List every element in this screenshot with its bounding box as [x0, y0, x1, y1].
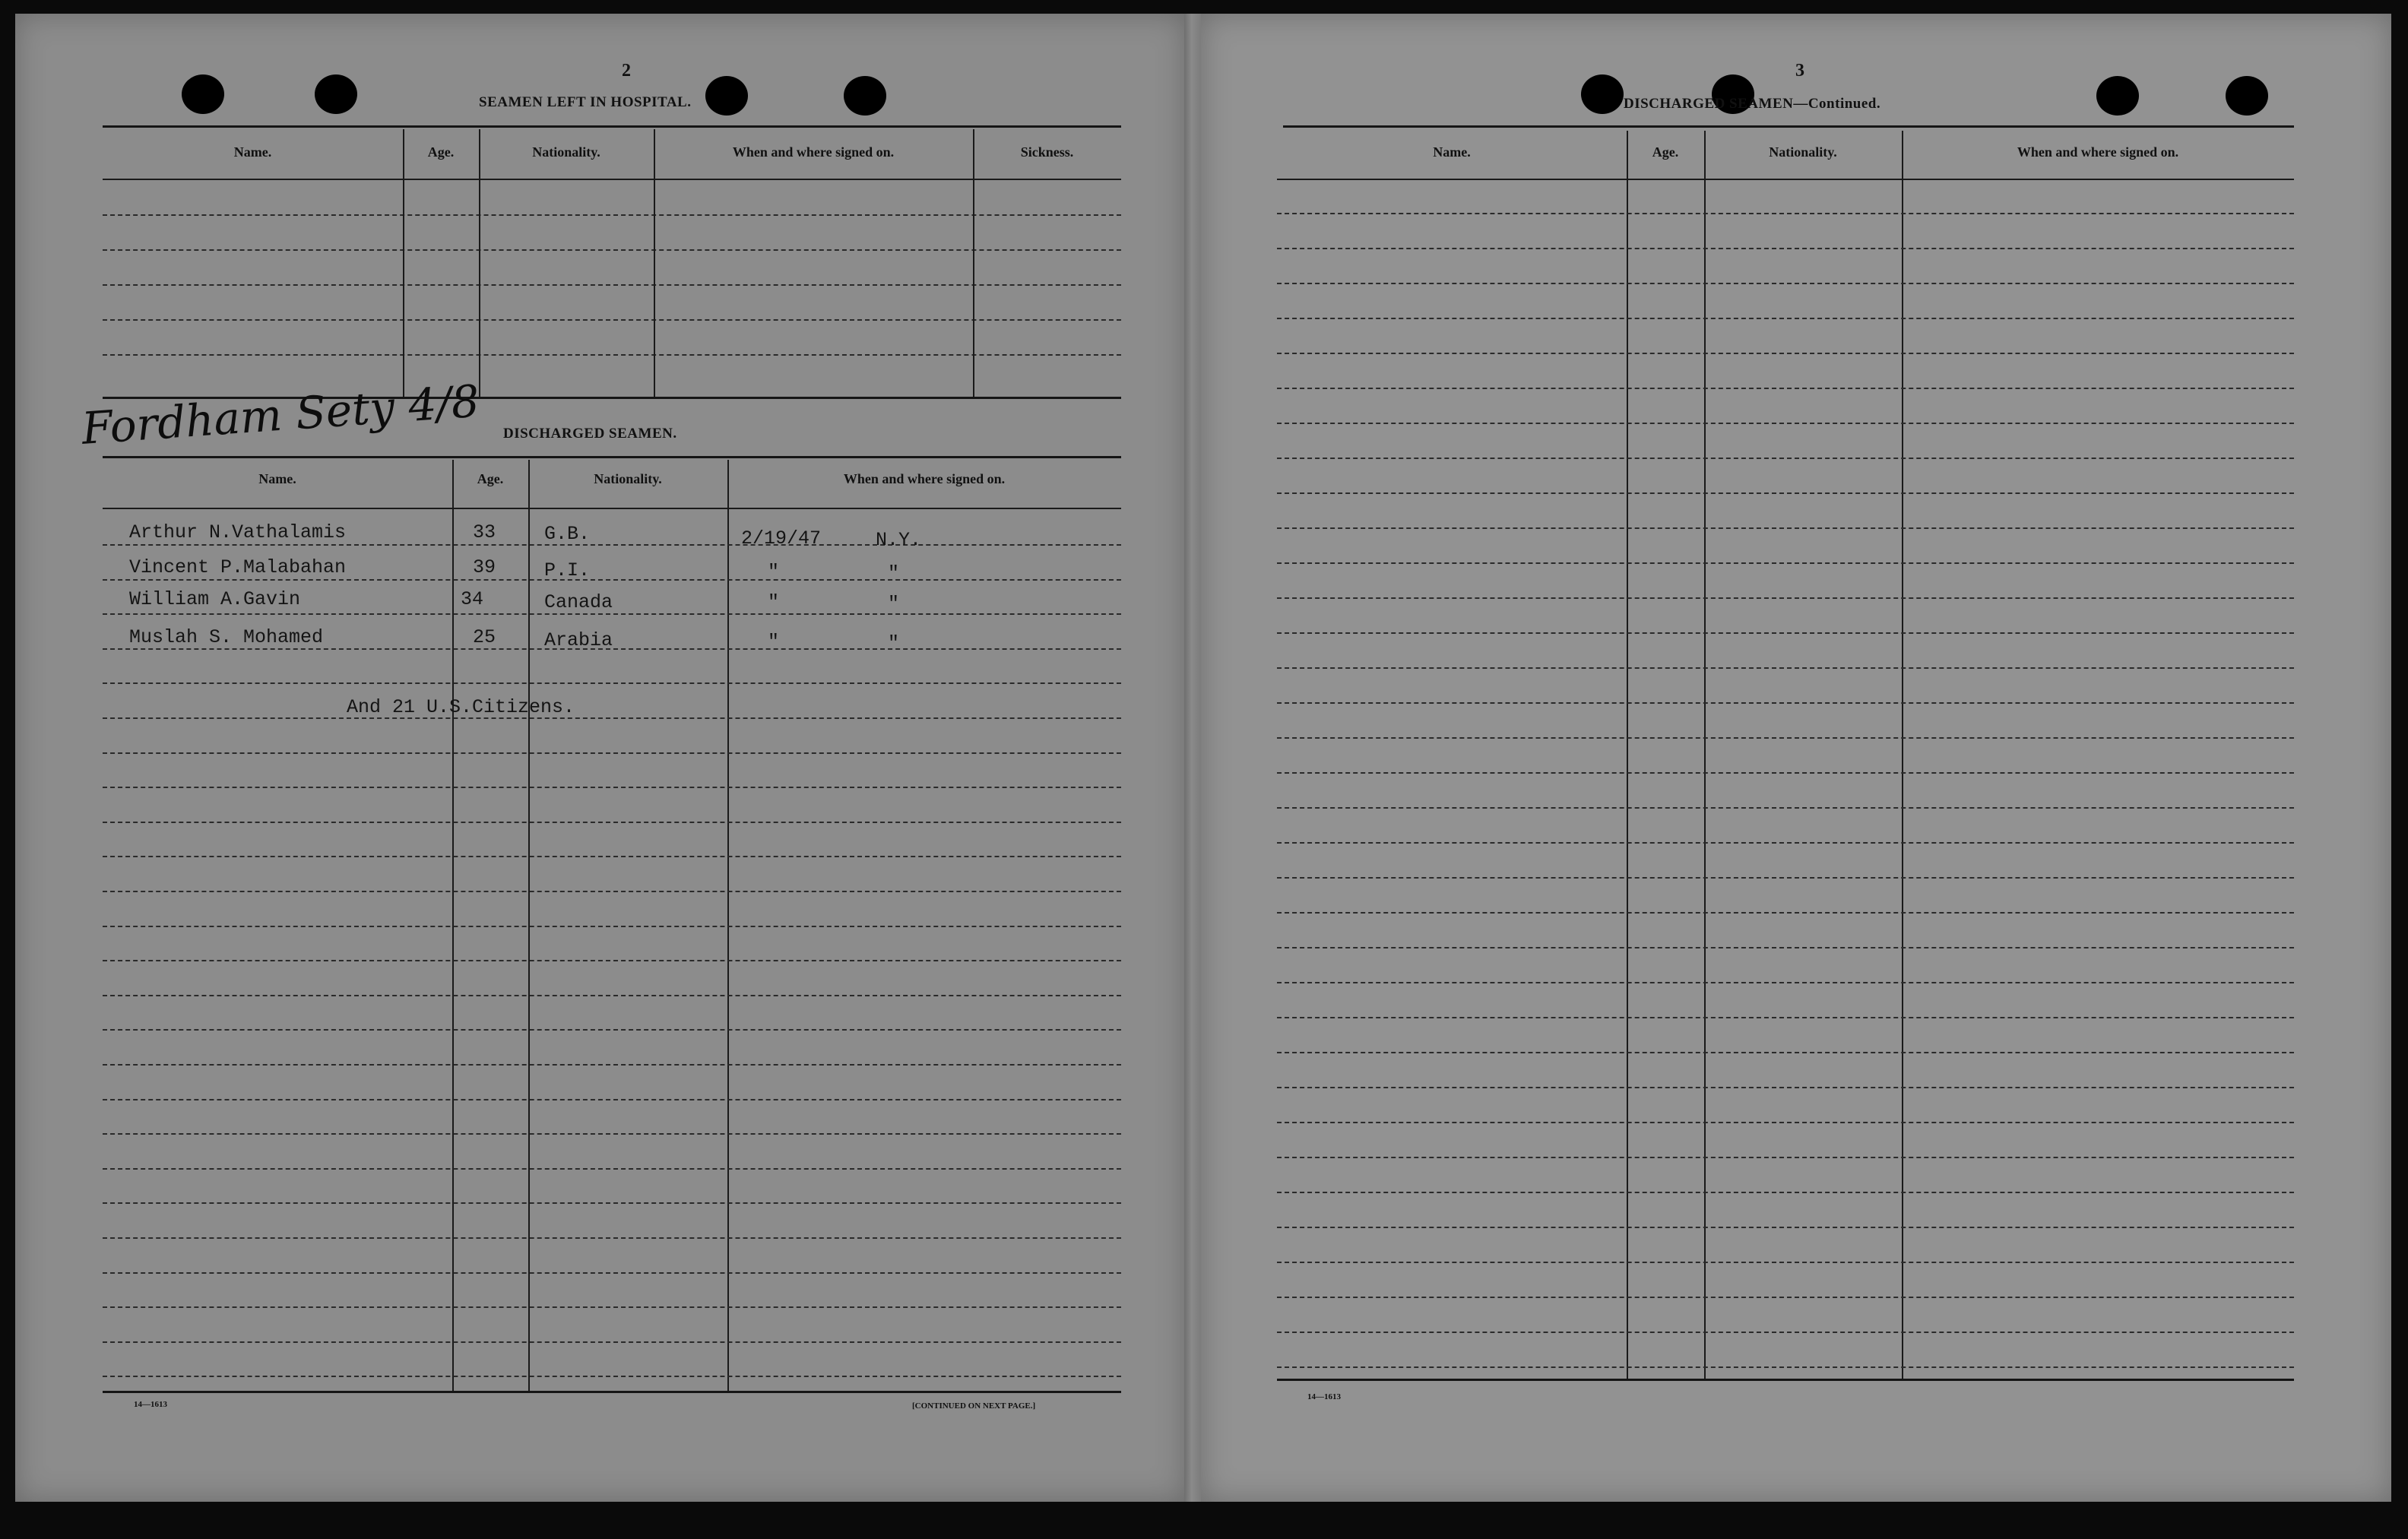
ruled-line: [1277, 318, 2294, 319]
ruled-line: [103, 1272, 1121, 1274]
page-number: 2: [622, 61, 631, 81]
ruled-line: [103, 891, 1121, 892]
ruled-line: [1277, 947, 2294, 948]
signed-on-date: ": [768, 591, 780, 613]
signed-on-date: 2/19/47: [741, 527, 822, 549]
ruled-line: [1277, 1227, 2294, 1228]
ruled-line: [103, 717, 1121, 719]
rule: [103, 179, 1121, 180]
punch-hole: [844, 76, 886, 116]
ruled-line: [1277, 562, 2294, 564]
right-page: [1201, 14, 2391, 1502]
ruled-line: [103, 214, 1121, 216]
handwritten-note: Fordham Sety 4/8: [80, 375, 481, 454]
ruled-line: [103, 1202, 1121, 1204]
ruled-line: [103, 1237, 1121, 1239]
ruled-line: [103, 1133, 1121, 1135]
rule: [103, 456, 1121, 458]
ruled-line: [1277, 702, 2294, 704]
punch-hole: [182, 74, 224, 114]
ruled-line: [103, 1029, 1121, 1031]
ruled-line: [1277, 1192, 2294, 1193]
ruled-line: [1277, 912, 2294, 914]
column-divider: [654, 129, 655, 399]
rule: [103, 125, 1121, 128]
signed-on-date: ": [768, 561, 780, 583]
ruled-line: [1277, 458, 2294, 459]
ruled-line: [103, 682, 1121, 684]
ruled-line: [1277, 1297, 2294, 1298]
rule: [103, 508, 1121, 509]
ruled-line: [1277, 877, 2294, 879]
col-header-nationality: Nationality.: [532, 144, 600, 160]
ruled-line: [103, 1168, 1121, 1170]
col-header-name: Name.: [233, 144, 272, 160]
ruled-line: [103, 822, 1121, 823]
left-page: [15, 14, 1186, 1502]
seaman-nationality: Arabia: [544, 629, 613, 651]
rule: [103, 1391, 1121, 1393]
continued-note: [CONTINUED ON NEXT PAGE.]: [912, 1401, 1036, 1411]
ruled-line: [103, 995, 1121, 996]
seaman-name: Arthur N.Vathalamis: [129, 521, 347, 543]
punch-hole: [705, 76, 748, 116]
seaman-name: Muslah S. Mohamed: [129, 626, 324, 648]
col-header-nationality: Nationality.: [1769, 144, 1837, 160]
page-gutter: [1184, 14, 1202, 1502]
signed-on-place: ": [888, 562, 900, 584]
col-header-signed-on: When and where signed on.: [732, 144, 895, 160]
col-header-age: Age.: [427, 144, 455, 160]
ruled-line: [103, 354, 1121, 356]
ruled-line: [1277, 982, 2294, 983]
seaman-name: Vincent P.Malabahan: [129, 556, 347, 578]
ruled-line: [1277, 1087, 2294, 1088]
ruled-line: [1277, 388, 2294, 389]
ruled-line: [1277, 1122, 2294, 1123]
rule: [1283, 125, 2294, 128]
ruled-line: [1277, 842, 2294, 844]
col-header-name: Name.: [258, 471, 296, 486]
punch-hole: [315, 74, 357, 114]
seaman-age: 25: [473, 626, 496, 648]
signed-on-date: ": [768, 631, 780, 653]
ruled-line: [1277, 772, 2294, 774]
ruled-line: [1277, 353, 2294, 354]
seaman-name: William A.Gavin: [129, 588, 301, 610]
punch-hole: [2226, 76, 2268, 116]
citizens-note: And 21 U.S.Citizens.: [347, 696, 575, 718]
signed-on-place: ": [888, 632, 900, 654]
ruled-line: [103, 787, 1121, 788]
seaman-age: 39: [473, 556, 496, 578]
form-number: 14—1613: [1307, 1392, 1341, 1401]
continued-section-title: DISCHARGED SEAMEN—Continued.: [1624, 96, 1881, 112]
ruled-line: [103, 249, 1121, 251]
form-number: 14—1613: [134, 1400, 167, 1409]
col-header-name: Name.: [1433, 144, 1471, 160]
ruled-line: [103, 319, 1121, 321]
ruled-line: [1277, 423, 2294, 424]
discharged-section-title: DISCHARGED SEAMEN.: [503, 426, 677, 442]
ruled-line: [103, 1099, 1121, 1100]
ruled-line: [103, 1341, 1121, 1343]
ruled-line: [103, 1306, 1121, 1308]
ruled-line: [103, 960, 1121, 961]
col-header-signed-on: When and where signed on.: [2017, 144, 2179, 160]
column-divider: [973, 129, 974, 399]
ruled-line: [1277, 1017, 2294, 1018]
seaman-age: 33: [473, 521, 496, 543]
col-header-sickness: Sickness.: [1020, 144, 1074, 160]
ruled-line: [103, 1376, 1121, 1377]
col-header-signed-on: When and where signed on.: [843, 471, 1006, 486]
ruled-line: [1277, 1262, 2294, 1263]
seaman-age: 34: [461, 588, 484, 610]
rule: [1277, 179, 2294, 180]
seaman-nationality: Canada: [544, 591, 613, 613]
punch-hole: [1581, 74, 1624, 114]
ruled-line: [1277, 283, 2294, 284]
ruled-line: [103, 544, 1121, 546]
rule: [1277, 1379, 2294, 1381]
ruled-line: [103, 752, 1121, 754]
hospital-section-title: SEAMEN LEFT IN HOSPITAL.: [479, 94, 692, 110]
ruled-line: [1277, 1052, 2294, 1053]
signed-on-place: ": [888, 593, 900, 615]
col-header-age: Age.: [477, 471, 504, 486]
ruled-line: [103, 1064, 1121, 1066]
ruled-line: [1277, 737, 2294, 739]
ruled-line: [103, 284, 1121, 286]
signed-on-place: N.Y.: [876, 529, 922, 551]
ruled-line: [1277, 1366, 2294, 1368]
col-header-nationality: Nationality.: [594, 471, 662, 486]
col-header-age: Age.: [1652, 144, 1679, 160]
ruled-line: [1277, 492, 2294, 494]
ruled-line: [1277, 632, 2294, 634]
ruled-line: [103, 926, 1121, 927]
ruled-line: [1277, 1332, 2294, 1333]
ruled-line: [1277, 667, 2294, 669]
seaman-nationality: P.I.: [544, 559, 591, 581]
punch-hole: [2096, 76, 2139, 116]
ruled-line: [1277, 527, 2294, 529]
column-divider: [403, 129, 404, 399]
ruled-line: [1277, 213, 2294, 214]
ruled-line: [1277, 807, 2294, 809]
ruled-line: [103, 613, 1121, 615]
ruled-line: [1277, 1157, 2294, 1158]
ruled-line: [103, 856, 1121, 857]
ruled-line: [1277, 248, 2294, 249]
seaman-nationality: G.B.: [544, 523, 591, 545]
page-number: 3: [1795, 61, 1804, 81]
ruled-line: [103, 579, 1121, 581]
column-divider: [479, 129, 480, 399]
ruled-line: [1277, 597, 2294, 599]
